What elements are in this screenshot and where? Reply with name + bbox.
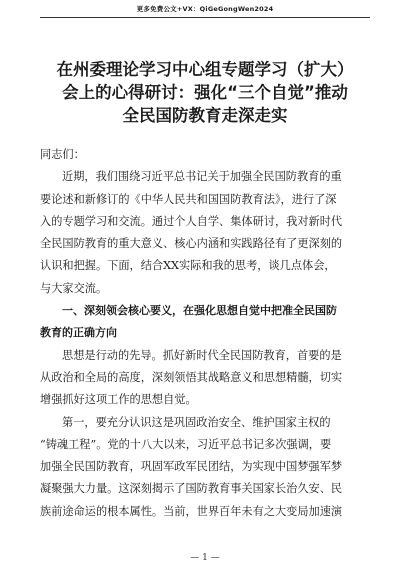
- paragraph-line: 凝聚强大力量。这深刻揭示了国防教育事关国家长治久安、民: [40, 482, 343, 496]
- title-line: 全民国防教育走深走实: [122, 106, 288, 125]
- paragraph-intro: [40, 166, 372, 300]
- paragraph-line: 加强全民国防教育，巩固军政军民团结，为实现中国梦强军梦: [40, 460, 343, 474]
- paragraph-line: 思想是行动的先导。抓好新时代全民国防教育，首要的是: [62, 348, 342, 362]
- greeting: 同志们：: [40, 148, 85, 161]
- paragraph-line: “铸魂工程”。党的十八大以来，习近平总书记多次强调，要: [40, 437, 332, 451]
- paragraph-line: 要论述和新修订的《中华人民共和国国防教育法》，进行了深: [40, 192, 337, 206]
- paragraph-line: 从政治和全局的高度，深刻领悟其战略意义和思想精髓，切实: [40, 370, 343, 384]
- paragraph-first-point: [40, 412, 372, 523]
- paragraph-line: 第一，要充分认识这是巩固政治安全、维护国家主权的: [62, 415, 331, 429]
- paragraph-line: 与大家交流。: [40, 281, 108, 295]
- heading-line: 教育的正确方向: [40, 326, 117, 340]
- page-number: — 1 —: [190, 553, 220, 563]
- page-header: 更多免费公文+VX：QiGeGongWen2024: [40, 4, 370, 18]
- paragraph-line: 族前途命运的根本属性。当前，世界百年未有之大变局加速演: [40, 504, 343, 518]
- heading-line: 一、深刻领会核心要义，在强化思想自觉中把准全民国防: [62, 304, 337, 318]
- title-line: 在州委理论学习中心组专题学习（扩大）: [56, 60, 354, 79]
- paragraph-line: 近期，我们围绕习近平总书记关于加强全民国防教育的重: [62, 170, 342, 184]
- paragraph-line: 增强抓好这项工作的思想自觉。: [40, 393, 197, 407]
- document-body: [40, 144, 372, 523]
- document-title: [30, 58, 380, 127]
- title-line: 会上的心得研讨：强化“三个自觉”推动: [62, 83, 348, 102]
- paragraph-line: 入的专题学习和交流。通过个人自学、集体研讨，我对新时代: [40, 214, 343, 228]
- paragraph-line: 认识和把握。下面，结合XX实际和我的思考，谈几点体会，: [40, 259, 336, 273]
- section-heading-1: [40, 300, 372, 345]
- paragraph-thought: [40, 345, 372, 412]
- paragraph-line: 全民国防教育的重大意义、核心内涵和实践路径有了更深刻的: [40, 237, 343, 251]
